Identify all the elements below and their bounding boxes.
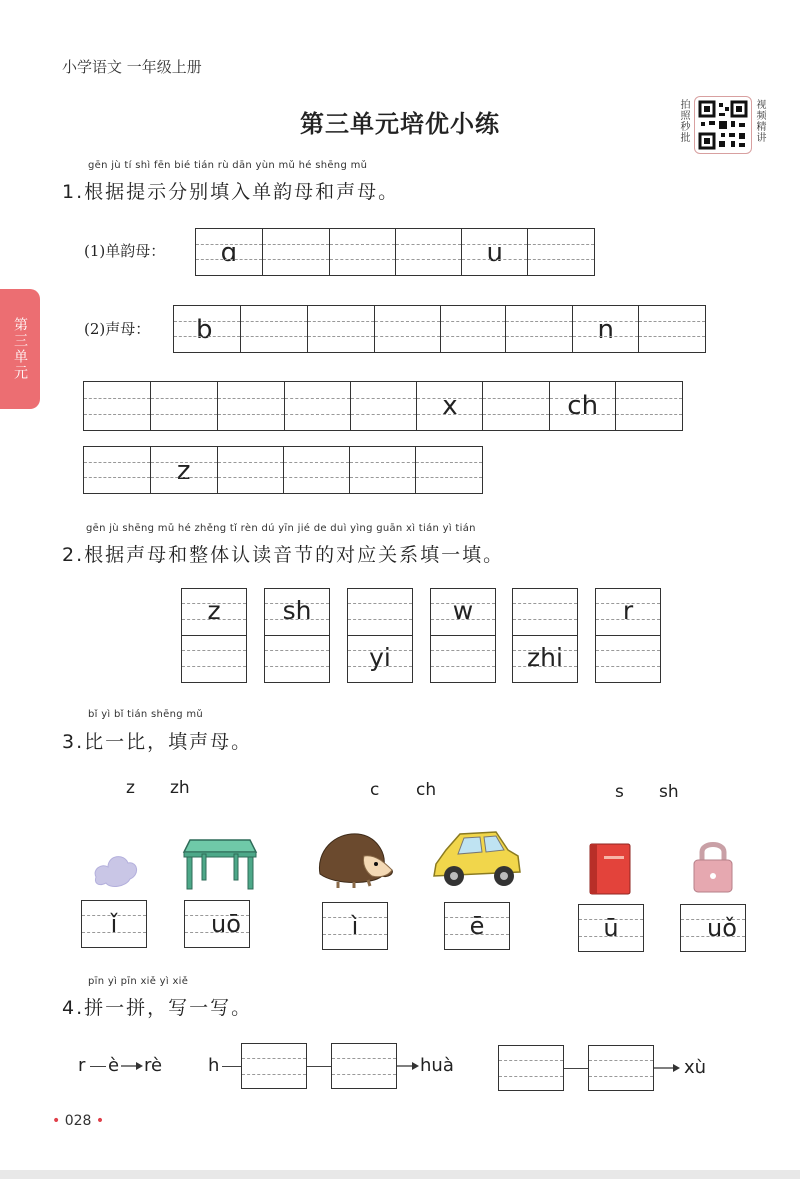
q4-ex1-mid: è	[108, 1055, 120, 1076]
page-title: 第三单元培优小练	[300, 110, 500, 138]
q3-answer-box[interactable]: uǒ	[680, 904, 746, 952]
q1-row3-cell[interactable]	[84, 382, 151, 430]
page-number: • 028 •	[52, 1113, 105, 1129]
q2-pair	[430, 588, 496, 684]
q3-answer-box[interactable]: uō	[184, 900, 250, 948]
q4-ex3-end: xù	[684, 1057, 707, 1078]
arrow-right-icon	[397, 1060, 421, 1072]
q1-sub2-cell[interactable]: b	[174, 306, 241, 352]
q1-row3-grid	[83, 381, 683, 431]
q3-label-a: z	[126, 778, 135, 798]
q2-title: 2.根据声母和整体认读音节的对应关系填一填。	[62, 544, 505, 566]
q1-row3-cell[interactable]	[616, 382, 683, 430]
q1-sub2-cell[interactable]	[639, 306, 706, 352]
qr-code-icon[interactable]	[694, 96, 752, 154]
q1-row3-cell[interactable]	[285, 382, 351, 430]
q1-row4-grid	[83, 446, 483, 494]
q2-pinyin: gēn jù shēng mǔ hé zhěng tǐ rèn dú yīn jié de duì yìng guān xì tián yì tián	[86, 523, 476, 534]
lock-icon	[690, 834, 736, 896]
q3-title: 3.比一比，填声母。	[62, 731, 253, 753]
connector-line	[222, 1066, 241, 1067]
q1-row3-cell[interactable]: ch	[550, 382, 616, 430]
q3-answer-box[interactable]: ē	[444, 902, 510, 950]
q2-pair	[264, 588, 330, 684]
qr-left-caption: 拍照秒批	[680, 100, 691, 144]
q2-bottom-box[interactable]	[430, 635, 496, 683]
car-icon	[428, 824, 524, 894]
qr-right-caption: 视频精讲	[756, 100, 767, 144]
q3-answer-box[interactable]: ǐ	[81, 900, 147, 948]
q1-row3-cell[interactable]: x	[417, 382, 483, 430]
q1-row4-cell[interactable]	[350, 447, 416, 493]
connector-line	[90, 1066, 106, 1067]
q4-pinyin: pīn yì pīn xiě yì xiě	[88, 976, 189, 987]
q4-ex1-end: rè	[144, 1055, 163, 1076]
q4-title: 4.拼一拼，写一写。	[62, 997, 253, 1019]
q2-top-box[interactable]: sh	[264, 588, 330, 636]
q1-row4-cell[interactable]	[416, 447, 483, 493]
q1-row4-cell[interactable]	[284, 447, 350, 493]
q2-pair	[595, 588, 661, 684]
q4-write-box[interactable]	[498, 1045, 564, 1091]
arrow-right-icon	[654, 1062, 682, 1074]
q1-row3-cell[interactable]	[483, 382, 550, 430]
q1-row3-cell[interactable]	[351, 382, 418, 430]
book-icon	[586, 838, 636, 898]
q4-ex1-start: r	[78, 1055, 86, 1076]
q2-top-box[interactable]	[347, 588, 413, 636]
q3-answer-box[interactable]: ū	[578, 904, 644, 952]
q3-label-b: sh	[659, 782, 679, 802]
q1-sub1-cell[interactable]	[396, 229, 462, 275]
q1-sub1-grid	[195, 228, 595, 276]
q1-sub2-cell[interactable]	[375, 306, 441, 352]
q1-sub2-cell[interactable]: n	[573, 306, 639, 352]
q1-pinyin: gēn jù tí shì fēn bié tián rù dān yùn mǔ hé shēng mǔ	[88, 160, 368, 171]
q2-bottom-box[interactable]	[264, 635, 330, 683]
q3-label-a: c	[370, 780, 380, 800]
q2-pair	[181, 588, 247, 684]
q4-write-box[interactable]	[241, 1043, 307, 1089]
q4-write-box[interactable]	[331, 1043, 397, 1089]
q3-answer-box[interactable]: ì	[322, 902, 388, 950]
q2-bottom-box[interactable]: yi	[347, 635, 413, 683]
connector-line	[564, 1068, 588, 1069]
q3-pinyin: bǐ yì bǐ tián shēng mǔ	[88, 709, 204, 720]
table-icon	[182, 834, 258, 892]
q4-ex2-start: h	[208, 1055, 220, 1076]
q1-row4-cell[interactable]	[218, 447, 285, 493]
q4-write-box[interactable]	[588, 1045, 654, 1091]
q2-pair	[512, 588, 578, 684]
q1-row4-cell[interactable]	[84, 447, 151, 493]
connector-line	[307, 1066, 331, 1067]
q3-label-a: s	[615, 782, 624, 802]
q1-sub2-cell[interactable]	[308, 306, 375, 352]
q1-sub2-cell[interactable]	[506, 306, 573, 352]
q2-top-box[interactable]: z	[181, 588, 247, 636]
arrow-right-icon	[120, 1060, 144, 1072]
q3-label-b: ch	[416, 780, 437, 800]
q2-pair	[347, 588, 413, 684]
q2-top-box[interactable]: w	[430, 588, 496, 636]
q2-top-box[interactable]	[512, 588, 578, 636]
q1-sub2-grid	[173, 305, 706, 353]
q1-sub2-cell[interactable]	[241, 306, 308, 352]
q1-sub1-cell[interactable]	[263, 229, 330, 275]
q3-label-b: zh	[170, 778, 190, 798]
q2-bottom-box[interactable]: zhi	[512, 635, 578, 683]
running-header: 小学语文 一年级上册	[62, 58, 202, 76]
q1-row4-cell[interactable]: z	[151, 447, 218, 493]
q1-sub1-label: (1)单韵母：	[84, 242, 166, 260]
unit-side-tab: 第三单元	[0, 289, 40, 409]
q2-bottom-box[interactable]	[181, 635, 247, 683]
q1-sub1-cell[interactable]	[528, 229, 595, 275]
q4-ex2-end: huà	[420, 1055, 454, 1076]
q2-top-box[interactable]: r	[595, 588, 661, 636]
q1-sub1-cell[interactable]: ɑ	[196, 229, 263, 275]
q1-sub1-cell[interactable]	[330, 229, 397, 275]
hedgehog-icon	[314, 826, 398, 892]
q1-sub2-label: (2)声母：	[84, 320, 151, 338]
q1-row3-cell[interactable]	[218, 382, 285, 430]
q1-row3-cell[interactable]	[151, 382, 218, 430]
cloud-icon	[90, 843, 140, 893]
q2-bottom-box[interactable]	[595, 635, 661, 683]
footer-strip	[0, 1170, 800, 1179]
q1-sub2-cell[interactable]	[441, 306, 507, 352]
q1-title: 1.根据提示分别填入单韵母和声母。	[62, 181, 400, 203]
q1-sub1-cell[interactable]: u	[462, 229, 528, 275]
